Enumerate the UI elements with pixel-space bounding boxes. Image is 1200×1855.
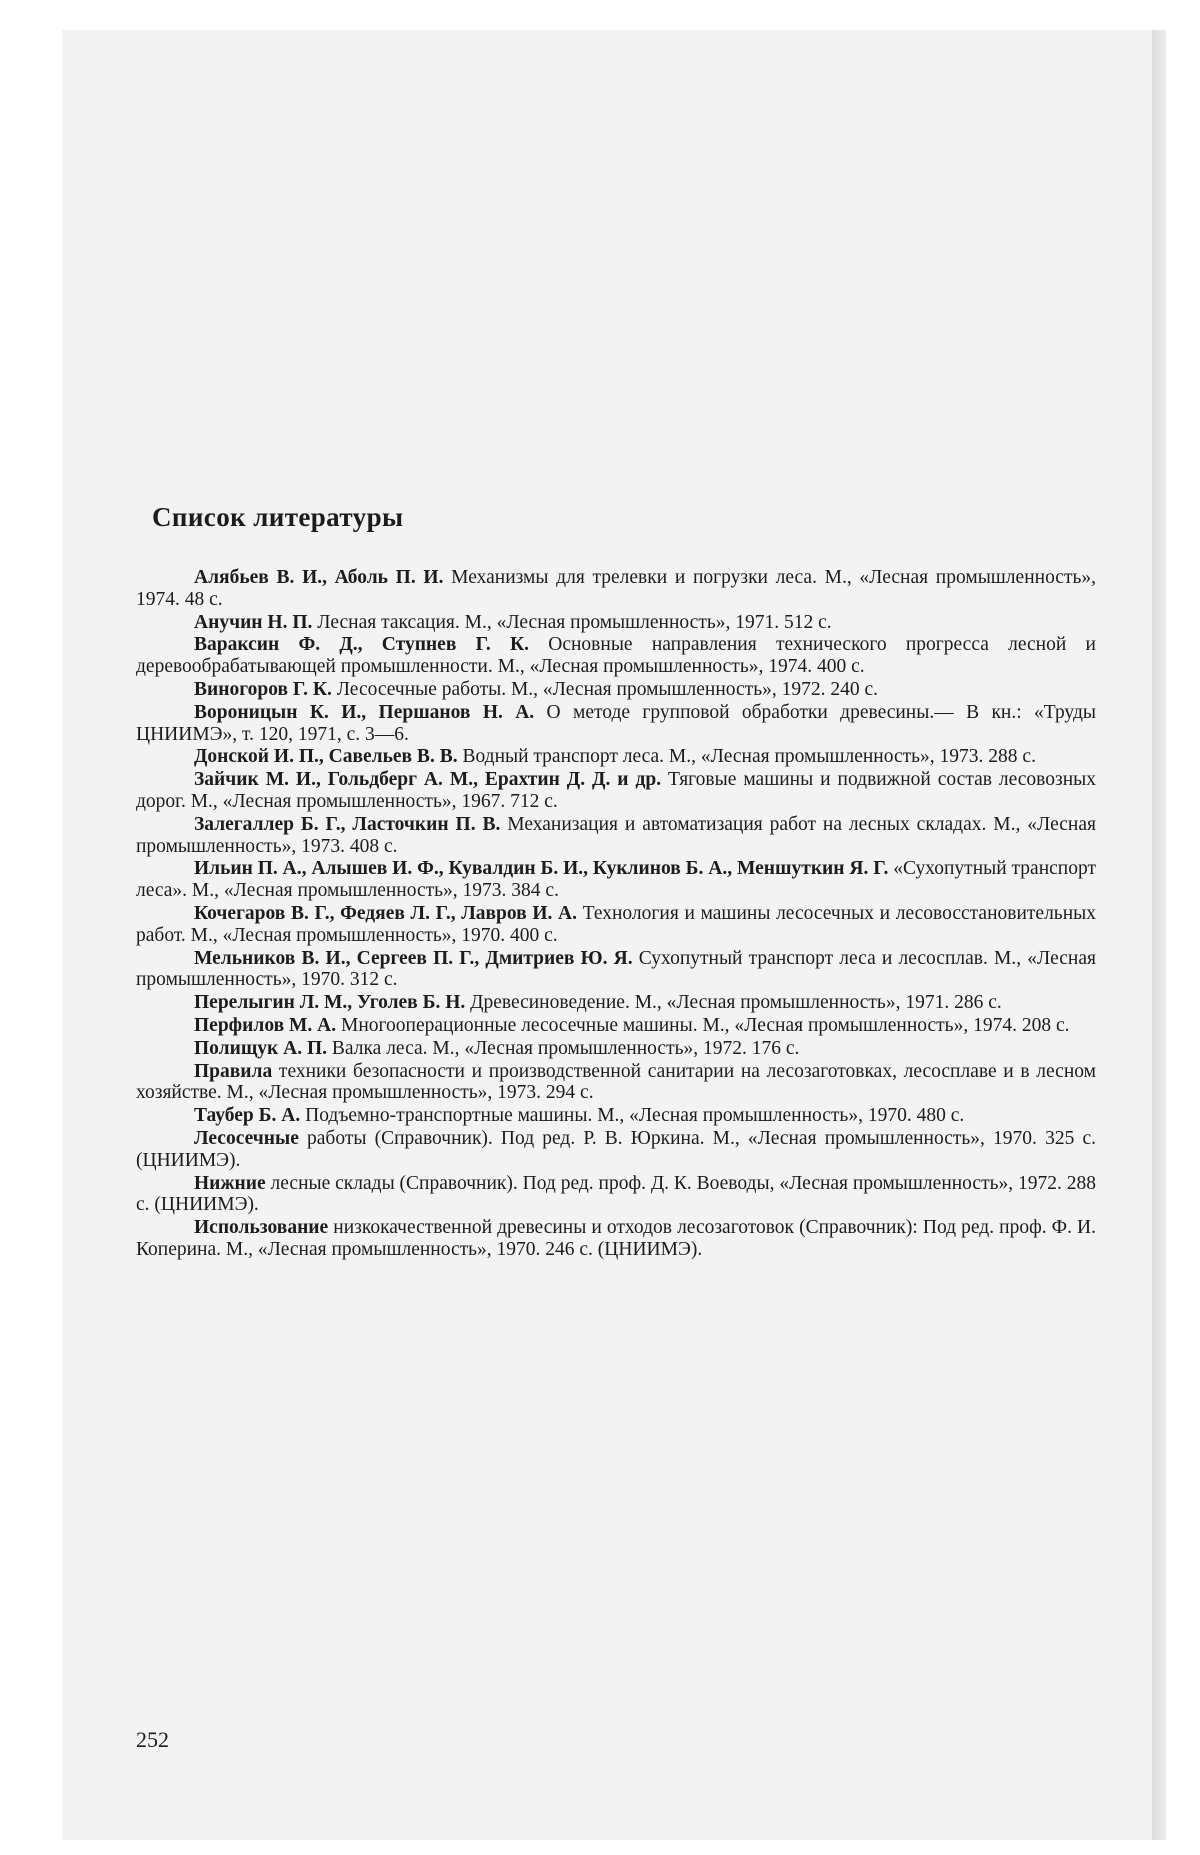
- reference-author: Виногоров Г. К.: [194, 678, 332, 700]
- reference-entry: [136, 1173, 1096, 1217]
- page-edge-shadow: [1152, 30, 1166, 1840]
- reference-author: Ильин П. А., Алышев И. Ф., Кувалдин Б. И., Куклинов Б. А., Меншуткин Я. Г.: [194, 858, 889, 880]
- reference-text: О методе групповой обработки древесины.— В кн.: «Труды ЦНИИМЭ», т. 120, 1971, с. 3—6.: [136, 701, 1096, 745]
- reference-text: работы (Справочник). Под ред. Р. В. Юркина. М., «Лесная промышленность», 1970. 325 с. (ЦНИИМЭ).: [136, 1127, 1096, 1171]
- reference-entry: [136, 1105, 1096, 1127]
- reference-entry: [136, 769, 1096, 813]
- reference-entry: [136, 1015, 1096, 1037]
- reference-text: Валка леса. М., «Лесная промышленность», 1972. 176 с.: [327, 1037, 800, 1059]
- reference-text: Механизация и автоматизация работ на лесных складах. М., «Лесная промышленность», 1973. 408 с.: [136, 813, 1096, 857]
- page-title: Список литературы: [152, 502, 404, 532]
- reference-entry: [136, 702, 1096, 746]
- reference-text: низкокачественной древесины и отходов лесозаготовок (Справочник): Под ред. проф. Ф. И. Коперина. М., «Лесная промышленность», 1970. 246 с. (ЦНИИМЭ).: [136, 1217, 1096, 1260]
- reference-text: Основные направления технического прогресса лесной и деревообрабатывающей промышленности. М., «Лесная промышленность», 1974. 400 с.: [136, 634, 1096, 678]
- page-number: 252: [136, 1727, 169, 1752]
- reference-entry: [136, 948, 1096, 992]
- reference-author: Залегаллер Б. Г., Ласточкин П. В.: [194, 813, 501, 835]
- reference-author: Лесосечные: [194, 1127, 299, 1149]
- reference-text: Древесиноведение. М., «Лесная промышленность», 1971. 286 с.: [465, 992, 1002, 1014]
- reference-entry: [136, 612, 1096, 634]
- reference-entry: [136, 634, 1096, 678]
- reference-text: Технология и машины лесосечных и лесовосстановительных работ. М., «Лесная промышленность», 1970. 400 с.: [136, 902, 1096, 946]
- reference-text: «Сухопутный транспорт леса». М., «Лесная промышленность», 1973. 384 с.: [136, 858, 1096, 902]
- reference-text: Подъемно-транспортные машины. М., «Лесная промышленность», 1970. 480 с.: [300, 1105, 965, 1127]
- reference-entry: [136, 746, 1096, 768]
- reference-text: техники безопасности и производственной санитарии на лесозаготовках, лесосплаве и в лесном хозяйстве. М., «Лесная промышленность», 1973. 294 с.: [136, 1060, 1096, 1104]
- reference-author: Перелыгин Л. М., Уголев Б. Н.: [194, 992, 466, 1014]
- reference-author: Перфилов М. А.: [194, 1014, 337, 1036]
- reference-text: Многооперационные лесосечные машины. М., «Лесная промышленность», 1974. 208 с.: [336, 1014, 1070, 1036]
- reference-entry: [136, 567, 1096, 611]
- reference-author: Анучин Н. П.: [194, 611, 313, 633]
- reference-author: Нижние: [194, 1172, 266, 1194]
- reference-entry: [136, 679, 1096, 701]
- reference-entry: [136, 1061, 1096, 1105]
- reference-author: Вороницын К. И., Першанов Н. А.: [194, 701, 535, 723]
- reference-entry: [136, 992, 1096, 1014]
- reference-author: Использование: [194, 1217, 329, 1239]
- reference-author: Алябьев В. И., Аболь П. И.: [194, 567, 444, 588]
- reference-entry: [136, 903, 1096, 947]
- reference-text: Механизмы для трелевки и погрузки леса. М., «Лесная промышленность», 1974. 48 с.: [136, 567, 1096, 610]
- reference-author: Донской И. П., Савельев В. В.: [194, 746, 458, 768]
- reference-text: Сухопутный транспорт леса и лесосплав. М., «Лесная промышленность», 1970. 312 с.: [136, 947, 1096, 991]
- reference-text: Водный транспорт леса. М., «Лесная промышленность», 1973. 288 с.: [457, 746, 1036, 768]
- reference-author: Мельников В. И., Сергеев П. Г., Дмитриев Ю. Я.: [194, 947, 633, 969]
- reference-author: Полищук А. П.: [194, 1037, 328, 1059]
- reference-text: Лесосечные работы. М., «Лесная промышленность», 1972. 240 с.: [331, 678, 878, 700]
- reference-entry: [136, 1038, 1096, 1060]
- reference-text: Тяговые машины и подвижной состав лесовозных дорог. М., «Лесная промышленность», 1967. 712 с.: [136, 769, 1096, 812]
- reference-author: Кочегаров В. Г., Федяев Л. Г., Лавров И. А.: [194, 902, 578, 924]
- reference-text: Лесная таксация. М., «Лесная промышленность», 1971. 512 с.: [312, 611, 832, 633]
- reference-author: Вараксин Ф. Д., Ступнев Г. К.: [194, 634, 529, 656]
- reference-entry: [136, 858, 1096, 902]
- reference-entry: [136, 1217, 1096, 1261]
- reference-list: [136, 567, 1096, 1262]
- reference-entry: [136, 1128, 1096, 1172]
- reference-author: Правила: [194, 1060, 273, 1082]
- reference-author: Таубер Б. А.: [194, 1105, 301, 1127]
- reference-entry: [136, 814, 1096, 858]
- reference-author: Зайчик М. И., Гольдберг А. М., Ерахтин Д. Д. и др.: [194, 769, 662, 791]
- reference-text: лесные склады (Справочник). Под ред. проф. Д. К. Воеводы, «Лесная промышленность», 1972. 288 с. (ЦНИИМЭ).: [136, 1172, 1096, 1216]
